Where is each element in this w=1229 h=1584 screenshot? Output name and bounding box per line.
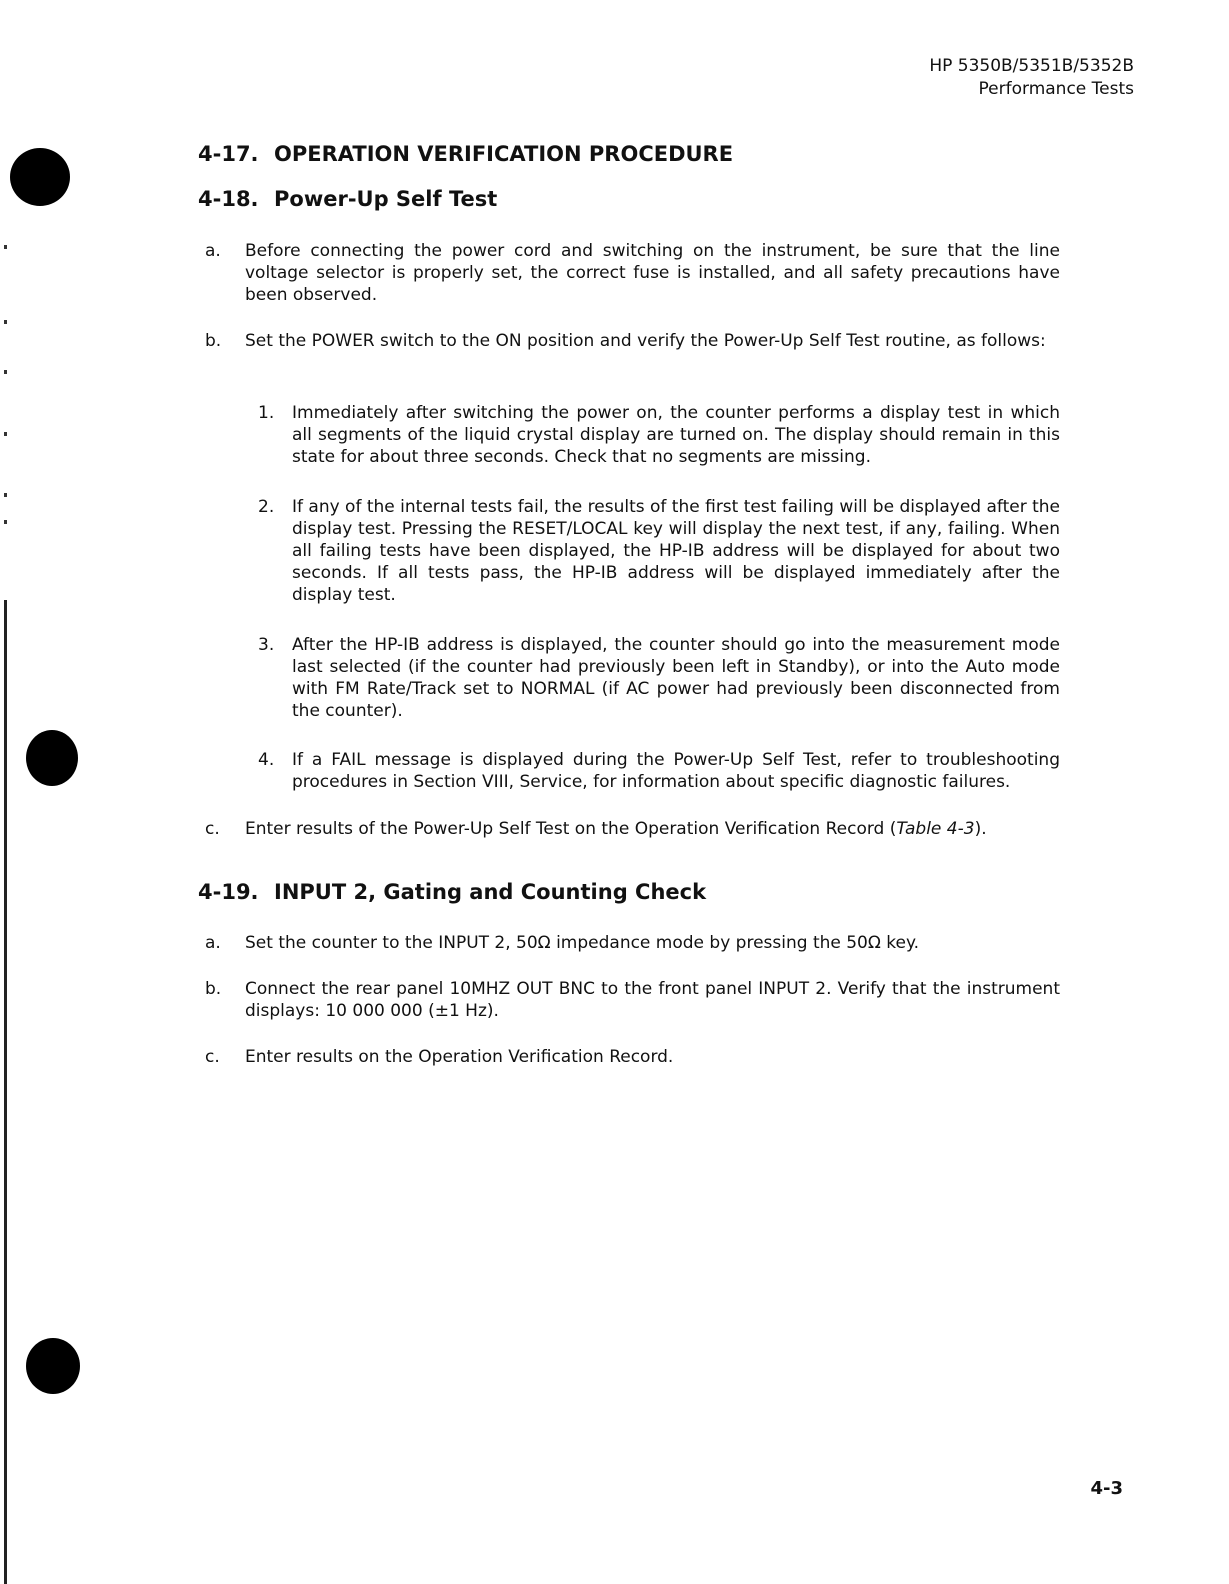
step-b-power-switch <box>205 330 1060 352</box>
step-text <box>245 818 1060 840</box>
heading-title: OPERATION VERIFICATION PROCEDURE <box>274 142 734 166</box>
step-c-record <box>205 818 1060 840</box>
edge-mark <box>4 320 7 324</box>
substep-text: After the HP-IB address is displayed, the counter should go into the measurement mode last selected (if the counter had previously been left in Standby), or into the Auto mode with FM Rate/Track set to NORMAL (if AC power had previously been disconnected from the counter). <box>292 635 1060 721</box>
step-text-tail: ). <box>974 819 987 839</box>
binder-hole-middle <box>26 730 78 786</box>
step-text: Connect the rear panel 10MHZ OUT BNC to the front panel INPUT 2. Verify that the instrument displays: 10 000 000 (±1 Hz). <box>245 979 1060 1021</box>
binder-hole-top <box>10 148 70 206</box>
step-label: c. <box>205 1047 220 1067</box>
substep-text: If any of the internal tests fail, the results of the first test failing will be displayed after the display test. Pressing the RESET/LOCAL key will display the next test, if any, failing. When all failing tests have been displayed, the HP-IB address will be displayed for about two seconds. If all tests pass, the HP-IB address will be displayed immediately after the display test. <box>292 497 1060 605</box>
substep-label: 3. <box>258 635 275 655</box>
table-reference: Table 4-3 <box>896 819 975 839</box>
step-a-power-up <box>205 240 1060 306</box>
binder-hole-bottom <box>26 1338 80 1394</box>
step-b-connect <box>205 978 1060 1022</box>
heading-number: 4-19. <box>198 880 259 904</box>
step-text: Set the counter to the INPUT 2, 50Ω impedance mode by pressing the 50Ω key. <box>245 933 920 953</box>
substep-2 <box>258 496 1060 606</box>
heading-number: 4-18. <box>198 187 259 211</box>
step-label: c. <box>205 819 220 839</box>
substep-text: If a FAIL message is displayed during the Power-Up Self Test, refer to troubleshooting procedures in Section VIII, Service, for information about specific diagnostic failures. <box>292 750 1060 792</box>
page-header <box>929 55 1134 101</box>
step-label: a. <box>205 933 221 953</box>
substep-1 <box>258 402 1060 468</box>
substep-label: 2. <box>258 497 275 517</box>
heading-number: 4-17. <box>198 142 259 166</box>
heading-4-18 <box>198 187 497 211</box>
page-number: 4-3 <box>1090 1478 1123 1499</box>
step-label: b. <box>205 979 222 999</box>
header-model: HP 5350B/5351B/5352B <box>929 56 1134 76</box>
edge-mark <box>4 432 7 436</box>
substep-3 <box>258 634 1060 722</box>
heading-4-17 <box>198 142 733 166</box>
step-label: b. <box>205 331 222 351</box>
binding-edge <box>4 600 7 1584</box>
heading-4-19 <box>198 880 706 904</box>
header-section: Performance Tests <box>978 79 1134 99</box>
step-label: a. <box>205 241 221 261</box>
step-text: Before connecting the power cord and switching on the instrument, be sure that the line voltage selector is properly set, the correct fuse is installed, and all safety precautions have been observed. <box>245 241 1060 305</box>
substep-text: Immediately after switching the power on, the counter performs a display test in which all segments of the liquid crystal display are turned on. The display should remain in this state for about three seconds. Check that no segments are missing. <box>292 403 1060 467</box>
step-text: Enter results on the Operation Verification Record. <box>245 1047 674 1067</box>
heading-title: Power-Up Self Test <box>274 187 498 211</box>
edge-mark <box>4 520 7 524</box>
step-text-main: Enter results of the Power-Up Self Test on the Operation Verification Record ( <box>245 819 897 839</box>
step-c-enter-results <box>205 1046 1060 1068</box>
edge-mark <box>4 493 7 497</box>
substep-4 <box>258 749 1060 793</box>
substep-label: 4. <box>258 750 275 770</box>
substep-label: 1. <box>258 403 275 423</box>
heading-title: INPUT 2, Gating and Counting Check <box>274 880 707 904</box>
step-a-input2 <box>205 932 1060 954</box>
edge-mark <box>4 245 7 249</box>
edge-mark <box>4 370 7 374</box>
step-text: Set the POWER switch to the ON position and verify the Power-Up Self Test routine, as follows: <box>245 331 1046 351</box>
